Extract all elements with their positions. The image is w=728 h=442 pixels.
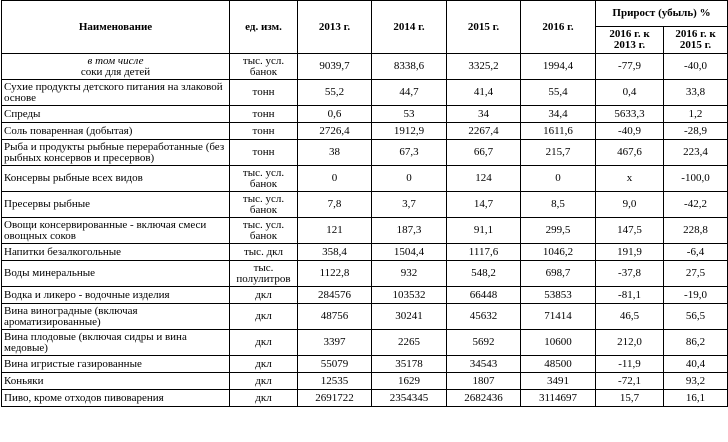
growth-2016-vs-2015: 228,8 <box>664 218 728 244</box>
table-header <box>2 1 728 54</box>
row-unit: дкл <box>230 304 298 330</box>
value-2014: 44,7 <box>372 80 447 106</box>
value-2016: 1994,4 <box>521 54 596 80</box>
header-2013: 2013 г. <box>298 1 372 54</box>
value-2015: 2267,4 <box>447 123 521 140</box>
table-row <box>2 330 728 356</box>
header-2015: 2015 г. <box>447 1 521 54</box>
production-table <box>1 0 728 407</box>
table-row <box>2 218 728 244</box>
value-2015: 45632 <box>447 304 521 330</box>
value-2015: 66448 <box>447 287 521 304</box>
value-2016: 10600 <box>521 330 596 356</box>
row-unit: дкл <box>230 287 298 304</box>
value-2015: 1807 <box>447 373 521 390</box>
growth-2016-vs-2013: -81,1 <box>596 287 664 304</box>
value-2013: 284576 <box>298 287 372 304</box>
value-2015: 14,7 <box>447 192 521 218</box>
growth-2016-vs-2015: -42,2 <box>664 192 728 218</box>
row-name: Сухие продукты детского питания на злаковой основе <box>2 80 230 106</box>
table-body <box>2 54 728 407</box>
growth-2016-vs-2013: -40,9 <box>596 123 664 140</box>
value-2013: 55079 <box>298 356 372 373</box>
value-2016: 215,7 <box>521 140 596 166</box>
growth-2016-vs-2015: 223,4 <box>664 140 728 166</box>
value-2014: 53 <box>372 106 447 123</box>
growth-2016-vs-2015: -6,4 <box>664 244 728 261</box>
growth-2016-vs-2015: -19,0 <box>664 287 728 304</box>
row-unit: дкл <box>230 373 298 390</box>
value-2014: 1504,4 <box>372 244 447 261</box>
value-2016: 53853 <box>521 287 596 304</box>
value-2015: 34543 <box>447 356 521 373</box>
value-2014: 0 <box>372 166 447 192</box>
growth-2016-vs-2015: 40,4 <box>664 356 728 373</box>
row-name: Рыба и продукты рыбные переработанные (без рыбных консервов и пресервов) <box>2 140 230 166</box>
row-unit: тонн <box>230 140 298 166</box>
value-2014: 187,3 <box>372 218 447 244</box>
growth-2016-vs-2013: 15,7 <box>596 390 664 407</box>
value-2014: 3,7 <box>372 192 447 218</box>
value-2015: 1117,6 <box>447 244 521 261</box>
value-2016: 71414 <box>521 304 596 330</box>
value-2013: 1122,8 <box>298 261 372 287</box>
value-2013: 12535 <box>298 373 372 390</box>
row-name: Вина игристые газированные <box>2 356 230 373</box>
row-prefix: в том числе <box>87 54 144 67</box>
row-name: Вина виноградные (включая ароматизированные) <box>2 304 230 330</box>
row-unit: тыс. усл. банок <box>230 218 298 244</box>
row-name: Коньяки <box>2 373 230 390</box>
row-name: Пресервы рыбные <box>2 192 230 218</box>
growth-2016-vs-2013: -37,8 <box>596 261 664 287</box>
table-row <box>2 304 728 330</box>
table-row <box>2 106 728 123</box>
growth-2016-vs-2013: 5633,3 <box>596 106 664 123</box>
row-name: Овощи консервированные - включая смеси овощных соков <box>2 218 230 244</box>
row-unit: тыс. усл. банок <box>230 192 298 218</box>
value-2016: 0 <box>521 166 596 192</box>
value-2016: 8,5 <box>521 192 596 218</box>
row-name <box>2 54 230 80</box>
row-name: Водка и ликеро - водочные изделия <box>2 287 230 304</box>
value-2013: 2726,4 <box>298 123 372 140</box>
header-name: Наименование <box>2 1 230 54</box>
header-unit: ед. изм. <box>230 1 298 54</box>
growth-2016-vs-2015: 16,1 <box>664 390 728 407</box>
growth-2016-vs-2013: -72,1 <box>596 373 664 390</box>
value-2015: 91,1 <box>447 218 521 244</box>
value-2015: 5692 <box>447 330 521 356</box>
row-name: Пиво, кроме отходов пивоварения <box>2 390 230 407</box>
growth-2016-vs-2013: 46,5 <box>596 304 664 330</box>
value-2015: 34 <box>447 106 521 123</box>
value-2016: 3491 <box>521 373 596 390</box>
value-2016: 48500 <box>521 356 596 373</box>
table-row <box>2 287 728 304</box>
row-name: Соль поваренная (добытая) <box>2 123 230 140</box>
row-name: Вина плодовые (включая сидры и вина медовые) <box>2 330 230 356</box>
table-row <box>2 244 728 261</box>
value-2016: 1046,2 <box>521 244 596 261</box>
value-2016: 55,4 <box>521 80 596 106</box>
value-2013: 0 <box>298 166 372 192</box>
value-2016: 1611,6 <box>521 123 596 140</box>
row-unit: дкл <box>230 330 298 356</box>
growth-2016-vs-2015: 93,2 <box>664 373 728 390</box>
header-growth-2013: 2016 г. к 2013 г. <box>596 27 664 54</box>
value-2014: 1912,9 <box>372 123 447 140</box>
table-row <box>2 373 728 390</box>
value-2016: 34,4 <box>521 106 596 123</box>
value-2015: 548,2 <box>447 261 521 287</box>
header-growth-2015: 2016 г. к 2015 г. <box>664 27 728 54</box>
value-2015: 41,4 <box>447 80 521 106</box>
value-2015: 2682436 <box>447 390 521 407</box>
growth-2016-vs-2015: 1,2 <box>664 106 728 123</box>
row-name: Воды минеральные <box>2 261 230 287</box>
value-2013: 0,6 <box>298 106 372 123</box>
table-row <box>2 166 728 192</box>
row-name: Спреды <box>2 106 230 123</box>
value-2014: 30241 <box>372 304 447 330</box>
growth-2016-vs-2013: -11,9 <box>596 356 664 373</box>
table-row <box>2 261 728 287</box>
value-2013: 2691722 <box>298 390 372 407</box>
growth-2016-vs-2013: х <box>596 166 664 192</box>
table-row <box>2 54 728 80</box>
value-2014: 1629 <box>372 373 447 390</box>
growth-2016-vs-2013: -77,9 <box>596 54 664 80</box>
growth-2016-vs-2013: 467,6 <box>596 140 664 166</box>
growth-2016-vs-2013: 0,4 <box>596 80 664 106</box>
row-unit: тыс. полулитров <box>230 261 298 287</box>
growth-2016-vs-2013: 9,0 <box>596 192 664 218</box>
value-2016: 3114697 <box>521 390 596 407</box>
value-2014: 67,3 <box>372 140 447 166</box>
value-2013: 3397 <box>298 330 372 356</box>
value-2013: 9039,7 <box>298 54 372 80</box>
row-name: Напитки безалкогольные <box>2 244 230 261</box>
value-2016: 299,5 <box>521 218 596 244</box>
table-row <box>2 140 728 166</box>
row-name-text: соки для детей <box>80 65 151 78</box>
growth-2016-vs-2015: -28,9 <box>664 123 728 140</box>
row-unit: тонн <box>230 123 298 140</box>
value-2014: 2354345 <box>372 390 447 407</box>
value-2015: 3325,2 <box>447 54 521 80</box>
table-row <box>2 356 728 373</box>
value-2014: 35178 <box>372 356 447 373</box>
header-2016: 2016 г. <box>521 1 596 54</box>
header-2014: 2014 г. <box>372 1 447 54</box>
value-2014: 2265 <box>372 330 447 356</box>
growth-2016-vs-2015: -100,0 <box>664 166 728 192</box>
header-growth: Прирост (убыль) % <box>596 1 728 27</box>
growth-2016-vs-2015: 86,2 <box>664 330 728 356</box>
growth-2016-vs-2015: 56,5 <box>664 304 728 330</box>
row-unit: тонн <box>230 80 298 106</box>
row-unit: дкл <box>230 356 298 373</box>
growth-2016-vs-2013: 191,9 <box>596 244 664 261</box>
growth-2016-vs-2013: 147,5 <box>596 218 664 244</box>
value-2013: 48756 <box>298 304 372 330</box>
table-row <box>2 80 728 106</box>
growth-2016-vs-2013: 212,0 <box>596 330 664 356</box>
row-unit: дкл <box>230 390 298 407</box>
row-unit: тонн <box>230 106 298 123</box>
row-unit: тыс. усл. банок <box>230 54 298 80</box>
value-2015: 66,7 <box>447 140 521 166</box>
value-2014: 103532 <box>372 287 447 304</box>
row-unit: тыс. усл. банок <box>230 166 298 192</box>
value-2014: 8338,6 <box>372 54 447 80</box>
table-row <box>2 192 728 218</box>
value-2014: 932 <box>372 261 447 287</box>
table-row <box>2 123 728 140</box>
value-2015: 124 <box>447 166 521 192</box>
table-row <box>2 390 728 407</box>
growth-2016-vs-2015: 27,5 <box>664 261 728 287</box>
row-name: Консервы рыбные всех видов <box>2 166 230 192</box>
growth-2016-vs-2015: -40,0 <box>664 54 728 80</box>
row-unit: тыс. дкл <box>230 244 298 261</box>
value-2013: 7,8 <box>298 192 372 218</box>
value-2013: 358,4 <box>298 244 372 261</box>
growth-2016-vs-2015: 33,8 <box>664 80 728 106</box>
value-2013: 121 <box>298 218 372 244</box>
value-2013: 55,2 <box>298 80 372 106</box>
value-2013: 38 <box>298 140 372 166</box>
value-2016: 698,7 <box>521 261 596 287</box>
